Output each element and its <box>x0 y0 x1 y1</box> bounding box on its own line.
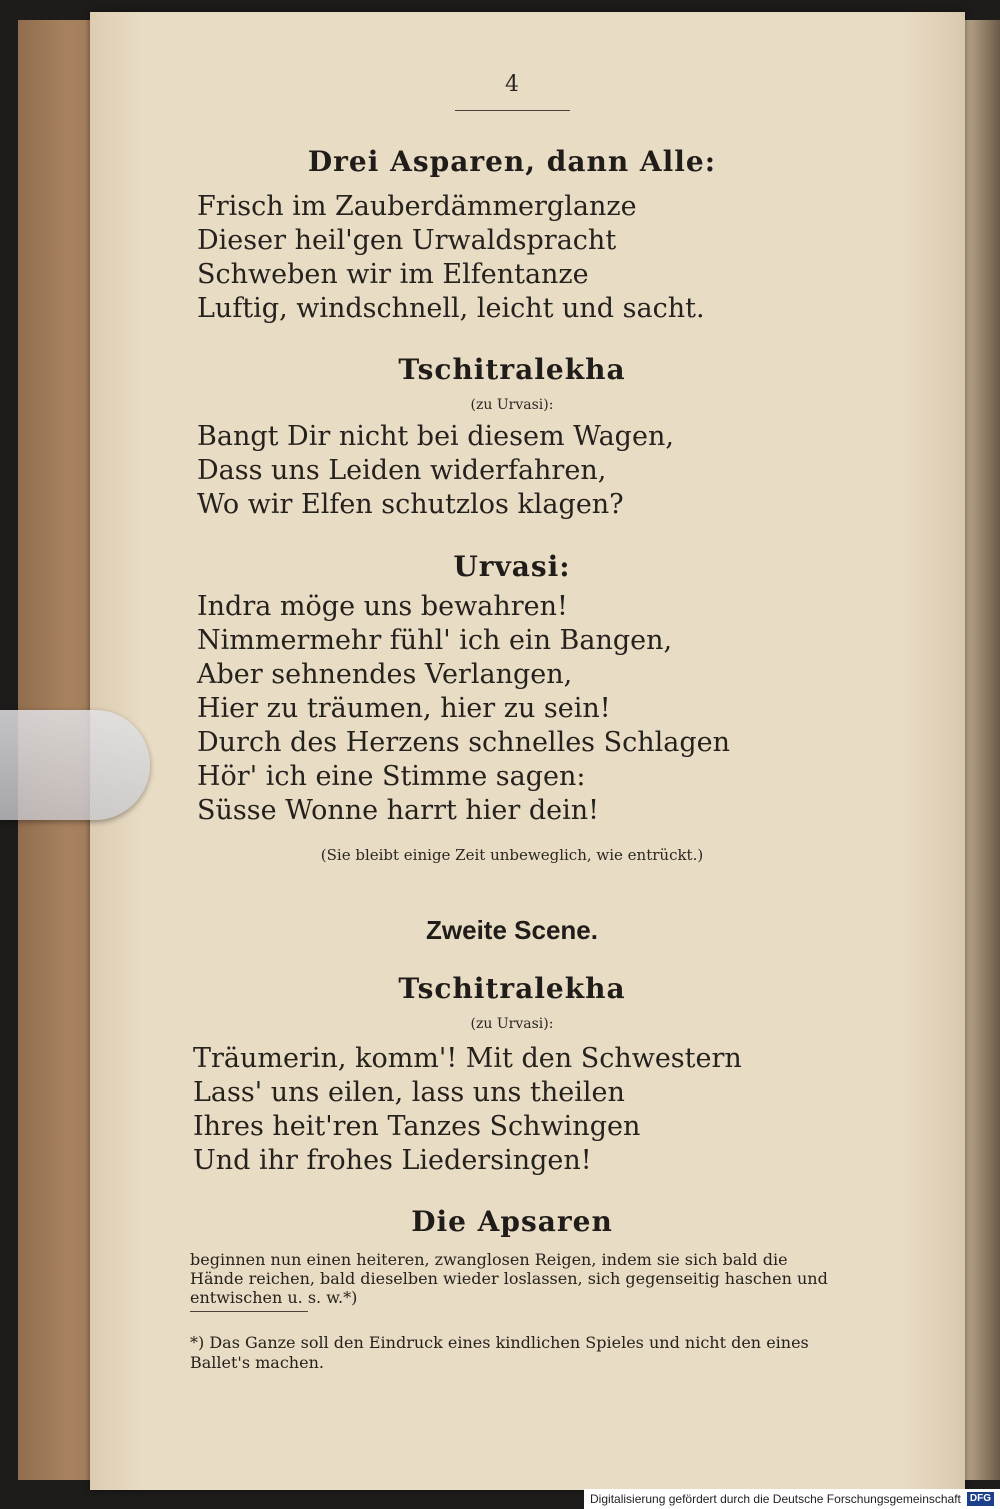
verse-block-2 <box>197 420 674 522</box>
verse-line: Durch des Herzens schnelles Schlagen <box>197 727 731 758</box>
heading-die-apsaren: Die Apsaren <box>411 1205 613 1238</box>
direction-zu-urvasi-1: (zu Urvasi): <box>470 397 554 413</box>
verse-line: Dass uns Leiden widerfahren, <box>197 455 607 486</box>
footnote-rule <box>190 1311 308 1312</box>
heading-tschitralekha-1: Tschitralekha <box>398 353 626 386</box>
plastic-bookmark-clip <box>0 710 150 820</box>
verse-line: Wo wir Elfen schutzlos klagen? <box>197 489 624 520</box>
verse-line: Indra möge uns bewahren! <box>197 591 568 622</box>
page-number-rule <box>455 110 570 111</box>
verse-line: Lass' uns eilen, lass uns theilen <box>193 1077 625 1108</box>
banner-text: Digitalisierung gefördert durch die Deutsche Forschungsgemeinschaft <box>590 1492 961 1506</box>
verse-block-1 <box>197 190 705 326</box>
verse-line: Süsse Wonne harrt hier dein! <box>197 795 600 826</box>
digitization-banner <box>584 1489 1000 1509</box>
stage-direction: (Sie bleibt einige Zeit unbeweglich, wie entrückt.) <box>320 846 704 864</box>
footnote: *) Das Ganze soll den Eindruck eines kindlichen Spieles und nicht den eines Ballet's machen. <box>190 1333 809 1372</box>
verse-line: Träumerin, komm'! Mit den Schwestern <box>193 1043 742 1074</box>
verse-line: Hier zu träumen, hier zu sein! <box>197 693 611 724</box>
verse-line: Ihres heit'ren Tanzes Schwingen <box>193 1111 641 1142</box>
dfg-logo-icon: DFG <box>967 1492 994 1506</box>
verse-line: Frisch im Zauberdämmerglanze <box>197 191 637 222</box>
verse-line: Hör' ich eine Stimme sagen: <box>197 761 586 792</box>
scene-title: Zweite Scene. <box>426 915 598 945</box>
next-page-edge <box>960 20 1000 1480</box>
verse-block-3 <box>197 590 730 828</box>
heading-urvasi: Urvasi: <box>453 550 571 583</box>
page-number: 4 <box>505 72 519 97</box>
verse-line: Aber sehnendes Verlangen, <box>197 659 573 690</box>
verse-line: Bangt Dir nicht bei diesem Wagen, <box>197 421 674 452</box>
heading-tschitralekha-2: Tschitralekha <box>398 972 626 1005</box>
verse-line: Nimmermehr fühl' ich ein Bangen, <box>197 625 673 656</box>
prose-apsaren: beginnen nun einen heiteren, zwanglosen Reigen, indem sie sich bald die Hände reichen, bald dieselben wieder loslassen, sich gegenseitig haschen und entwischen u. s. w.*) <box>190 1250 828 1307</box>
verse-line: Dieser heil'gen Urwaldspracht <box>197 225 617 256</box>
verse-line: Schweben wir im Elfentanze <box>197 259 589 290</box>
verse-block-4 <box>193 1042 742 1178</box>
heading-drei-asparen: Drei Asparen, dann Alle: <box>307 145 717 178</box>
verse-line: Und ihr frohes Liedersingen! <box>193 1145 592 1176</box>
direction-zu-urvasi-2: (zu Urvasi): <box>470 1016 554 1032</box>
verse-line: Luftig, windschnell, leicht und sacht. <box>197 293 705 324</box>
